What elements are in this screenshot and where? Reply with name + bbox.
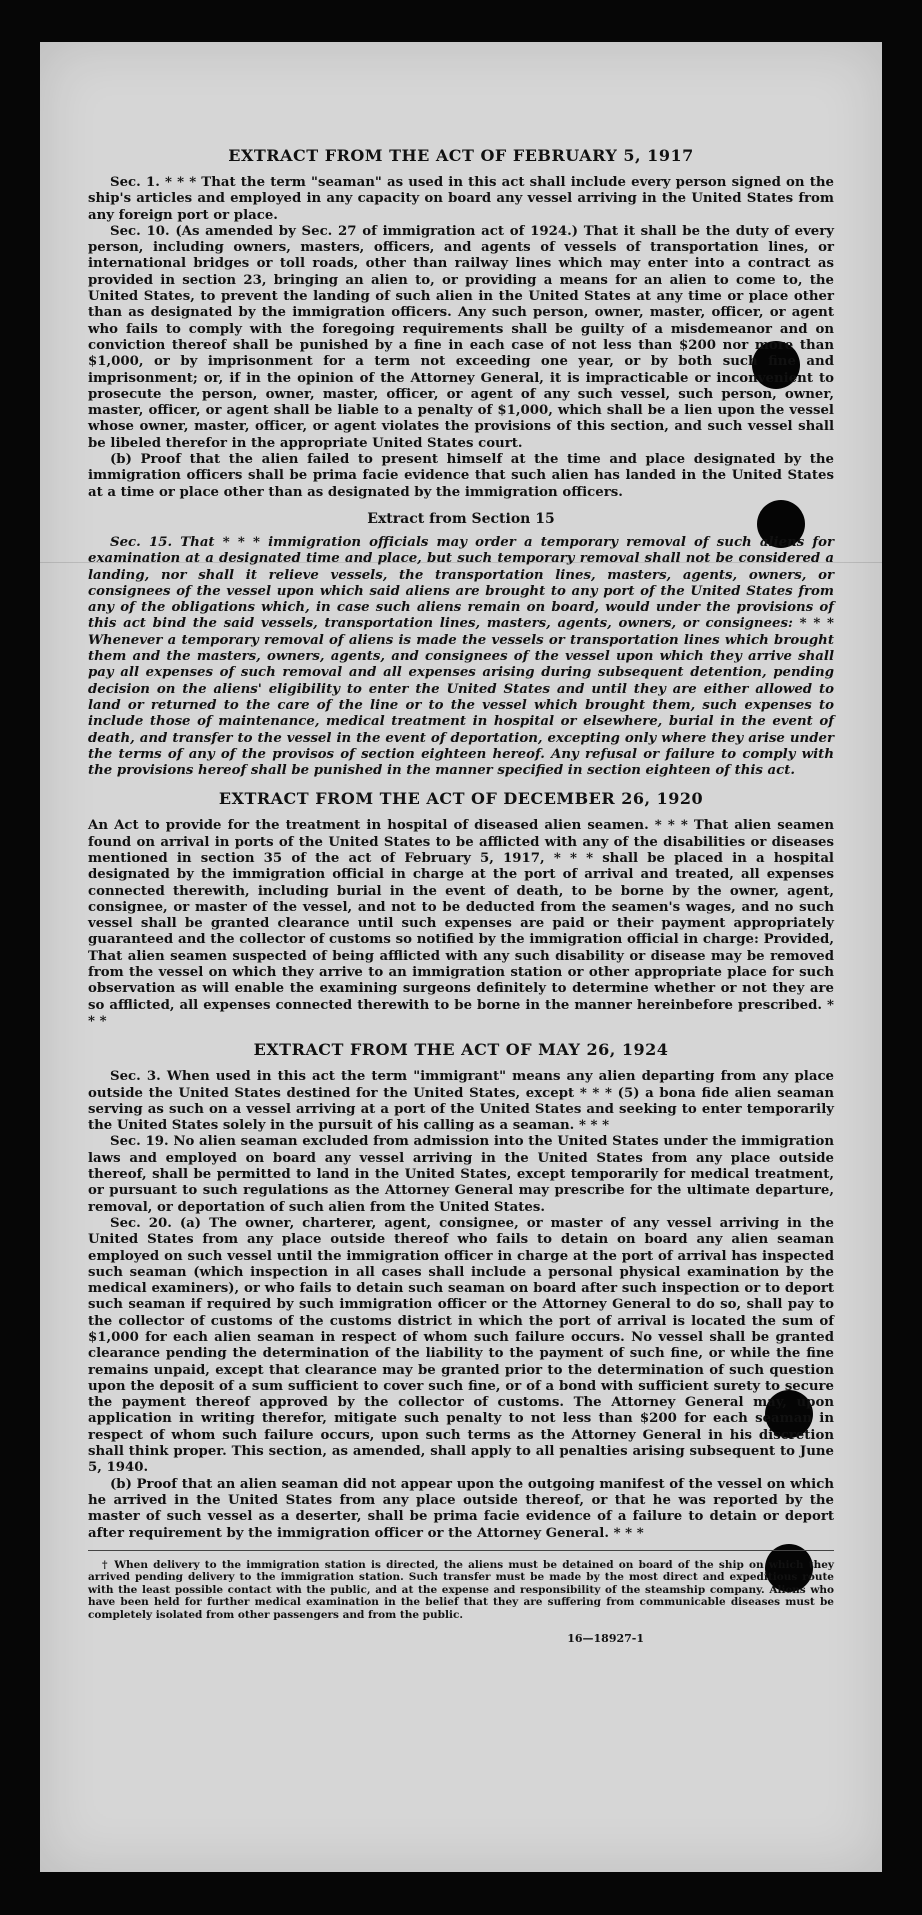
document-number: 16—18927-1 [567, 1631, 644, 1645]
paragraph-sec20: Sec. 20. (a) The owner, charterer, agent, consignee, or master of any vessel arriving in the United States from any place outside thereof who fails to detain on board any alien seaman employed on such vessel until the immigration officer in charge at the port of arrival has inspected such seaman (which inspection in all cases shall include a personal physical examination by the medical examiners), or who fails to detain such seaman on board after such inspection or to deport such seaman if required by such immigration officer or the Attorney General to do so, shall pay to the collector of customs of the customs district in which the port of arrival is located the sum of $1,000 for each alien seaman in respect of whom such failure occurs. No vessel shall be granted clearance pending the determination of the liability to the payment of such fine, or while the fine remains unpaid, except that clearance may be granted prior to the determination of such question upon the deposit of a sum sufficient to cover such fine, or of a bond with sufficient surety to secure the payment thereof approved by the collector of customs. The Attorney General may, upon application in writing therefor, mitigate such penalty to not less than $200 for each seaman in respect of whom such failure occurs, upon such terms as the Attorney General in his discretion shall think proper. This section, as amended, shall apply to all penalties arising subsequent to June 5, 1940. [88, 1215, 834, 1476]
paragraph-sec15: Sec. 15. That * * * immigration officials may order a temporary removal of such aliens for examination at a designated time and place, but such temporary removal shall not be considered a landing, nor shall it relieve vessels, the transportation lines, masters, agents, owners, or consignees of the vessel upon which said aliens are brought to any port of the United States from any of the obligations which, in case such aliens remain on board, would under the provisions of this act bind the said vessels, transportation lines, masters, agents, owners, or consignees: * * * Whenever a temporary removal of aliens is made the vessels or transportation lines which brought them and the masters, owners, agents, and consignees of the vessel upon which they arrive shall pay all expenses of such removal and all expenses arising during subsequent detention, pending decision on the aliens' eligibility to enter the United States and until they are either allowed to land or returned to the care of the line or to the vessel which brought them, such expenses to include those of maintenance, medical treatment in hospital or elsewhere, burial in the event of death, and transfer to the vessel in the event of deportation, excepting only where they arise under the terms of any of the provisos of section eighteen hereof. Any refusal or failure to comply with the provisions hereof shall be punished in the manner specified in section eighteen of this act. [88, 534, 834, 779]
section-title-sec15: Extract from Section 15 [367, 510, 555, 527]
paragraph-sec3: Sec. 3. When used in this act the term "immigrant" means any alien departing from any place outside the United States destined for the United States, except * * * (5) a bona fide alien seaman serving as such on a vessel arriving at a port of the United States and seeking to enter temporarily the United States solely in the pursuit of his calling as a seaman. * * * [88, 1069, 834, 1134]
paragraph-1920: An Act to provide for the treatment in hospital of diseased alien seamen. * * * That alien seamen found on arrival in ports of the United States to be afflicted with any of the disabilities or diseases mentioned in section 35 of the act of February 5, 1917, * * * shall be placed in a hospital designated by the immigration official in charge at the port of arrival and treated, all expenses connected therewith, including burial in the event of death, to be borne by the owner, agent, consignee, or master of the vessel, and not to be deducted from the seamen's wages, and no such vessel shall be granted clearance until such expenses are paid or their payment appropriately guaranteed and the collector of customs so notified by the immigration official in charge: Provided, That alien seamen suspected of being afflicted with any such disability or disease may be removed from the vessel on which they arrive to an immigration station or other appropriate place for such observation as will enable the examining surgeons definitely to determine whether or not they are so afflicted, all expenses connected therewith to be borne in the manner hereinbefore prescribed. * * * [88, 818, 834, 1029]
paragraph-sec20-b: (b) Proof that an alien seaman did not appear upon the outgoing manifest of the vessel on which he arrived in the United States from any place outside thereof, or that he was reported by the master of such vessel as a deserter, shall be prima facie evidence of a failure to detain or deport after requirement by the immigration officer or the Attorney General. * * * [88, 1476, 834, 1541]
section-title-1917: EXTRACT FROM THE ACT OF FEBRUARY 5, 1917 [228, 146, 694, 165]
paragraph-sec10: Sec. 10. (As amended by Sec. 27 of immigration act of 1924.) That it shall be the duty of every person, including owners, masters, officers, and agents of vessels of transportation lines, or international bridges or toll roads, other than railway lines which may enter into a contract as provided in section 23, bringing an alien to, or providing a means for an alien to come to, the United States, to prevent the landing of such alien in the United States at any time or place other than as designated by the immigration officers. Any such person, owner, master, officer, or agent who fails to comply with the foregoing requirements shall be guilty of a misdemeanor and on conviction thereof shall be punished by a fine in each case of not less than $200 nor more than $1,000, or by imprisonment for a term not exceeding one year, or by both such fine and imprisonment; or, if in the opinion of the Attorney General, it is impracticable or inconvenient to prosecute the person, owner, master, officer, or agent of any such vessel, such person, owner, master, officer, or agent shall be liable to a penalty of $1,000, which shall be a lien upon the vessel whose owner, master, officer, or agent violates the provisions of this section, and such vessel shall be libeled therefor in the appropriate United States court. [88, 223, 834, 451]
paragraph-sec19: Sec. 19. No alien seaman excluded from admission into the United States under the immigration laws and employed on board any vessel arriving in the United States from any place outside thereof, shall be permitted to land in the United States, except temporarily for medical treatment, or pursuant to such regulations as the Attorney General may prescribe for the ultimate departure, removal, or deportation of such alien from the United States. [88, 1134, 834, 1215]
section-title-1924: EXTRACT FROM THE ACT OF MAY 26, 1924 [253, 1040, 669, 1060]
document-body [88, 146, 834, 1645]
paragraph-sec10-b: (b) Proof that the alien failed to present himself at the time and place designated by the immigration officers shall be prima facie evidence that such alien has landed in the United States at a time or place other than as designated by the immigration officers. [88, 452, 834, 500]
spacer [88, 779, 834, 789]
paragraph-sec1: Sec. 1. * * * That the term "seaman" as used in this act shall include every person signed on the ship's articles and employed in any capacity on board any vessel arriving in the United States from any foreign port or place. [88, 175, 834, 223]
footnote: † When delivery to the immigration station is directed, the aliens must be detained on board of the ship on which they arrived pending delivery to the immigration station. Such transfer must be made by the most direct and expeditious route with the least possible contact with the public, and at the expense and responsibility of the steamship company. Aliens who have been held for further medical examination in the belief that they are suffering from communicable diseases must be completely isolated from other passengers and from the public. [88, 1558, 834, 1621]
document-page [40, 42, 882, 1872]
section-title-1920: EXTRACT FROM THE ACT OF DECEMBER 26, 1920 [218, 789, 704, 809]
footnote-divider [88, 1550, 834, 1551]
spacer [88, 1030, 834, 1040]
